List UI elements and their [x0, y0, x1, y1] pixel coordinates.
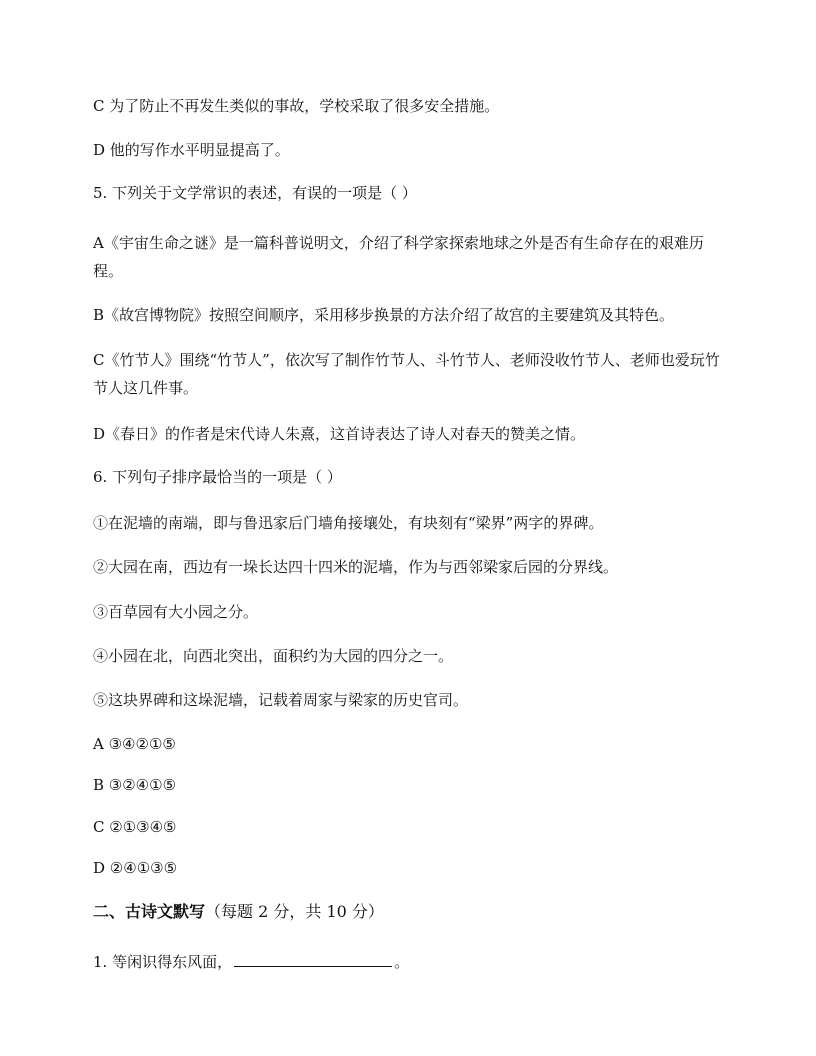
- q5-option-d: D《春日》的作者是宋代诗人朱熹，这首诗表达了诗人对春天的赞美之情。: [93, 425, 586, 443]
- q5-stem: 5. 下列关于文学常识的表述，有误的一项是（ ）: [93, 184, 417, 202]
- q4-option-c: C 为了防止不再发生类似的事故，学校采取了很多安全措施。: [93, 97, 500, 115]
- section-2-q1-suffix: 。: [394, 953, 410, 971]
- q6-sentence-5: ⑤这块界碑和这垛泥墙，记载着周家与梁家的历史官司。: [93, 691, 469, 709]
- q6-option-d: D ②④①③⑤: [93, 859, 178, 877]
- q6-option-a: A ③④②①⑤: [93, 735, 176, 753]
- answer-blank[interactable]: [234, 951, 392, 967]
- q6-sentence-2: ②大园在南，西边有一垛长达四十四米的泥墙，作为与西邻梁家后园的分界线。: [93, 558, 619, 576]
- q6-option-c: C ②①③④⑤: [93, 818, 177, 836]
- q6-sentence-3: ③百草园有大小园之分。: [93, 603, 259, 621]
- q5-option-a: A《宇宙生命之谜》是一篇科普说明文，介绍了科学家探索地球之外是否有生命存在的艰难历程。: [93, 234, 704, 280]
- q6-stem: 6. 下列句子排序最恰当的一项是（ ）: [93, 468, 342, 486]
- section-2-heading: [93, 902, 733, 922]
- section-2-subtitle: （每题 2 分，共 10 分）: [205, 902, 384, 921]
- q4-option-d: D 他的写作水平明显提高了。: [93, 141, 290, 159]
- section-2-title: 二、古诗文默写: [93, 902, 206, 921]
- section-2-q1-prefix: 1. 等闲识得东风面，: [93, 953, 233, 971]
- q6-sentence-1: ①在泥墙的南端，即与鲁迅家后门墙角接壤处，有块刻有“梁界”两字的界碑。: [93, 514, 604, 532]
- q5-option-b: B《故宫博物院》按照空间顺序，采用移步换景的方法介绍了故宫的主要建筑及其特色。: [93, 306, 675, 324]
- section-2-q1: [93, 951, 733, 972]
- q6-sentence-4: ④小园在北，向西北突出，面积约为大园的四分之一。: [93, 647, 454, 665]
- q6-option-b: B ③②④①⑤: [93, 776, 177, 794]
- q5-option-c: C《竹节人》围绕“竹节人”，依次写了制作竹节人、斗竹节人、老师没收竹节人、老师也爱玩竹节人这几件事。: [93, 351, 720, 397]
